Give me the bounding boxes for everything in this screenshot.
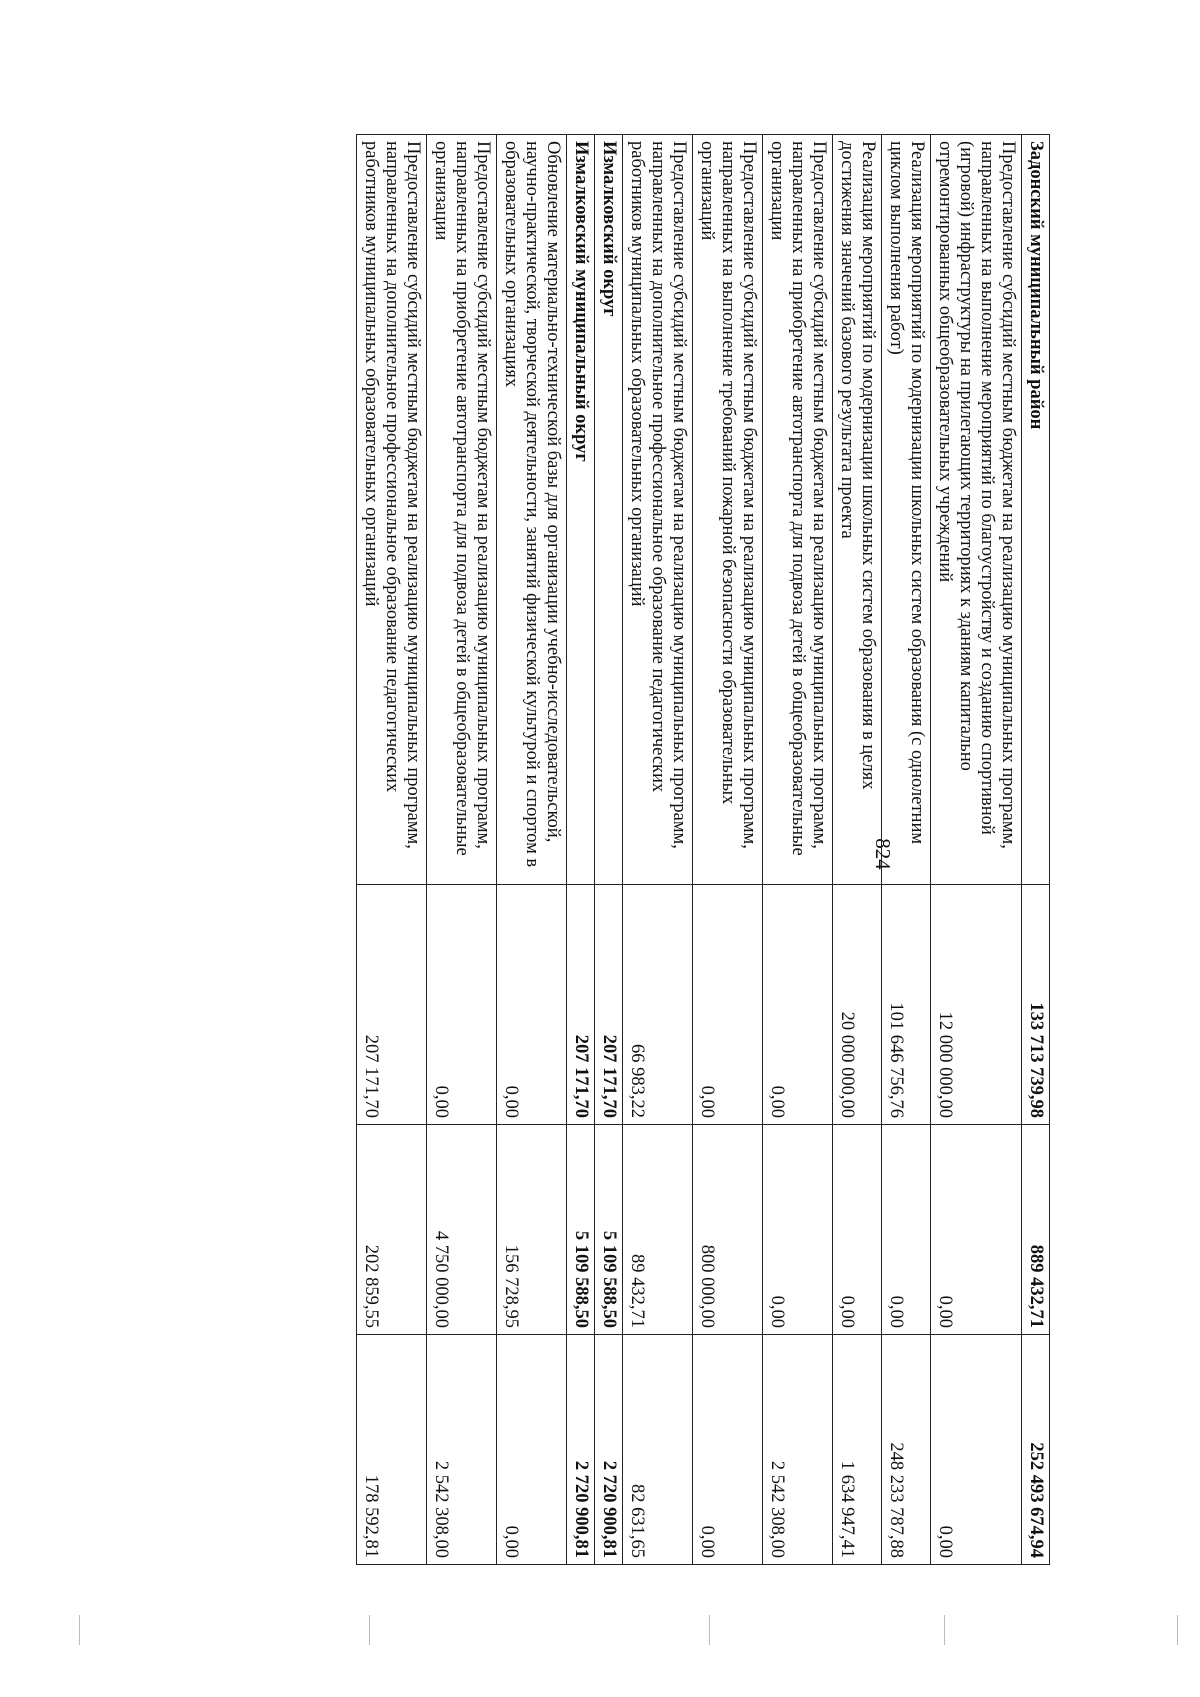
table-row xyxy=(763,135,833,1565)
name-cell: Обновление материально-технической базы для организации учебно-исследовательской, научно-практической, творческой деятельности, занятий физической культурой и спортом в образовательных организациях xyxy=(497,135,567,885)
scan-artifact xyxy=(944,1615,945,1645)
value-cell-1: 0,00 xyxy=(693,885,763,1125)
name-cell: Предоставление субсидий местным бюджетам на реализацию муниципальных программ, направленных на выполнение требований пожарной безопасности образовательных организаций xyxy=(693,135,763,885)
value-cell-2: 202 859,55 xyxy=(357,1125,427,1335)
table-row xyxy=(427,135,497,1565)
value-cell-2: 89 432,71 xyxy=(623,1125,693,1335)
value-cell-1: 207 171,70 xyxy=(357,885,427,1125)
value-cell-3: 1 634 947,41 xyxy=(833,1335,882,1565)
scan-artifact xyxy=(79,1615,80,1645)
name-cell: Измалковский округ xyxy=(595,135,623,885)
table-row-total xyxy=(1022,135,1050,1565)
value-cell-3: 252 493 674,94 xyxy=(1022,1335,1050,1565)
table-row xyxy=(623,135,693,1565)
table-row xyxy=(833,135,882,1565)
table-row xyxy=(882,135,931,1565)
value-cell-3: 248 233 787,88 xyxy=(882,1335,931,1565)
value-cell-3: 0,00 xyxy=(931,1335,1022,1565)
table-row-total xyxy=(595,135,623,1565)
name-cell: Предоставление субсидий местным бюджетам на реализацию муниципальных программ, направленных на дополнительное профессиональное образование педагогических работников муниципальных образовательных организаций xyxy=(357,135,427,885)
value-cell-1: 101 646 756,76 xyxy=(882,885,931,1125)
name-cell: Измалковский муниципальный округ xyxy=(567,135,595,885)
value-cell-1: 12 000 000,00 xyxy=(931,885,1022,1125)
name-cell: Предоставление субсидий местным бюджетам на реализацию муниципальных программ, направленных на выполнение мероприятий по благоустройству и созданию спортивной (игровой) инфраструктуры на прилегающих территориях к зданиям капитально отремонтированных общеобразовательных учреждений xyxy=(931,135,1022,885)
value-cell-3: 0,00 xyxy=(497,1335,567,1565)
name-cell: Предоставление субсидий местным бюджетам на реализацию муниципальных программ, направленных на дополнительное профессиональное образование педагогических работников муниципальных образовательных организаций xyxy=(623,135,693,885)
scan-artifact xyxy=(369,1615,370,1645)
value-cell-1: 0,00 xyxy=(427,885,497,1125)
value-cell-2: 0,00 xyxy=(882,1125,931,1335)
value-cell-3: 2 542 308,00 xyxy=(763,1335,833,1565)
value-cell-1: 133 713 739,98 xyxy=(1022,885,1050,1125)
value-cell-2: 4 750 000,00 xyxy=(427,1125,497,1335)
value-cell-3: 178 592,81 xyxy=(357,1335,427,1565)
table-row xyxy=(931,135,1022,1565)
value-cell-3: 2 720 900,81 xyxy=(595,1335,623,1565)
value-cell-2: 5 109 588,50 xyxy=(567,1125,595,1335)
table-row xyxy=(693,135,763,1565)
value-cell-2: 156 728,95 xyxy=(497,1125,567,1335)
page-number: 824 xyxy=(871,838,895,870)
value-cell-1: 207 171,70 xyxy=(595,885,623,1125)
name-cell: Предоставление субсидий местным бюджетам на реализацию муниципальных программ, направленных на приобретение автотранспорта для подвоза детей в общеобразовательные организации xyxy=(763,135,833,885)
budget-table xyxy=(356,134,1050,1565)
value-cell-1: 207 171,70 xyxy=(567,885,595,1125)
name-cell: Задонский муниципальный район xyxy=(1022,135,1050,885)
value-cell-1: 20 000 000,00 xyxy=(833,885,882,1125)
value-cell-2: 889 432,71 xyxy=(1022,1125,1050,1335)
value-cell-2: 800 000,00 xyxy=(693,1125,763,1335)
budget-table-body xyxy=(357,135,1050,1565)
table-row-total xyxy=(567,135,595,1565)
value-cell-2: 5 109 588,50 xyxy=(595,1125,623,1335)
value-cell-2: 0,00 xyxy=(763,1125,833,1335)
name-cell: Реализация мероприятий по модернизации школьных систем образования в целях достижения значений базового результата проекта xyxy=(833,135,882,885)
value-cell-3: 2 542 308,00 xyxy=(427,1335,497,1565)
table-row xyxy=(357,135,427,1565)
value-cell-1: 0,00 xyxy=(497,885,567,1125)
value-cell-3: 2 720 900,81 xyxy=(567,1335,595,1565)
value-cell-1: 66 983,22 xyxy=(623,885,693,1125)
scan-artifact xyxy=(709,1615,710,1645)
value-cell-2: 0,00 xyxy=(931,1125,1022,1335)
value-cell-2: 0,00 xyxy=(833,1125,882,1335)
value-cell-1: 0,00 xyxy=(763,885,833,1125)
value-cell-3: 0,00 xyxy=(693,1335,763,1565)
value-cell-3: 82 631,65 xyxy=(623,1335,693,1565)
name-cell: Предоставление субсидий местным бюджетам на реализацию муниципальных программ, направленных на приобретение автотранспорта для подвоза детей в общеобразовательные организации xyxy=(427,135,497,885)
name-cell: Реализация мероприятий по модернизации школьных систем образования (с однолетним циклом выполнения работ) xyxy=(882,135,931,885)
scan-artifact xyxy=(1177,1615,1178,1645)
table-row xyxy=(497,135,567,1565)
